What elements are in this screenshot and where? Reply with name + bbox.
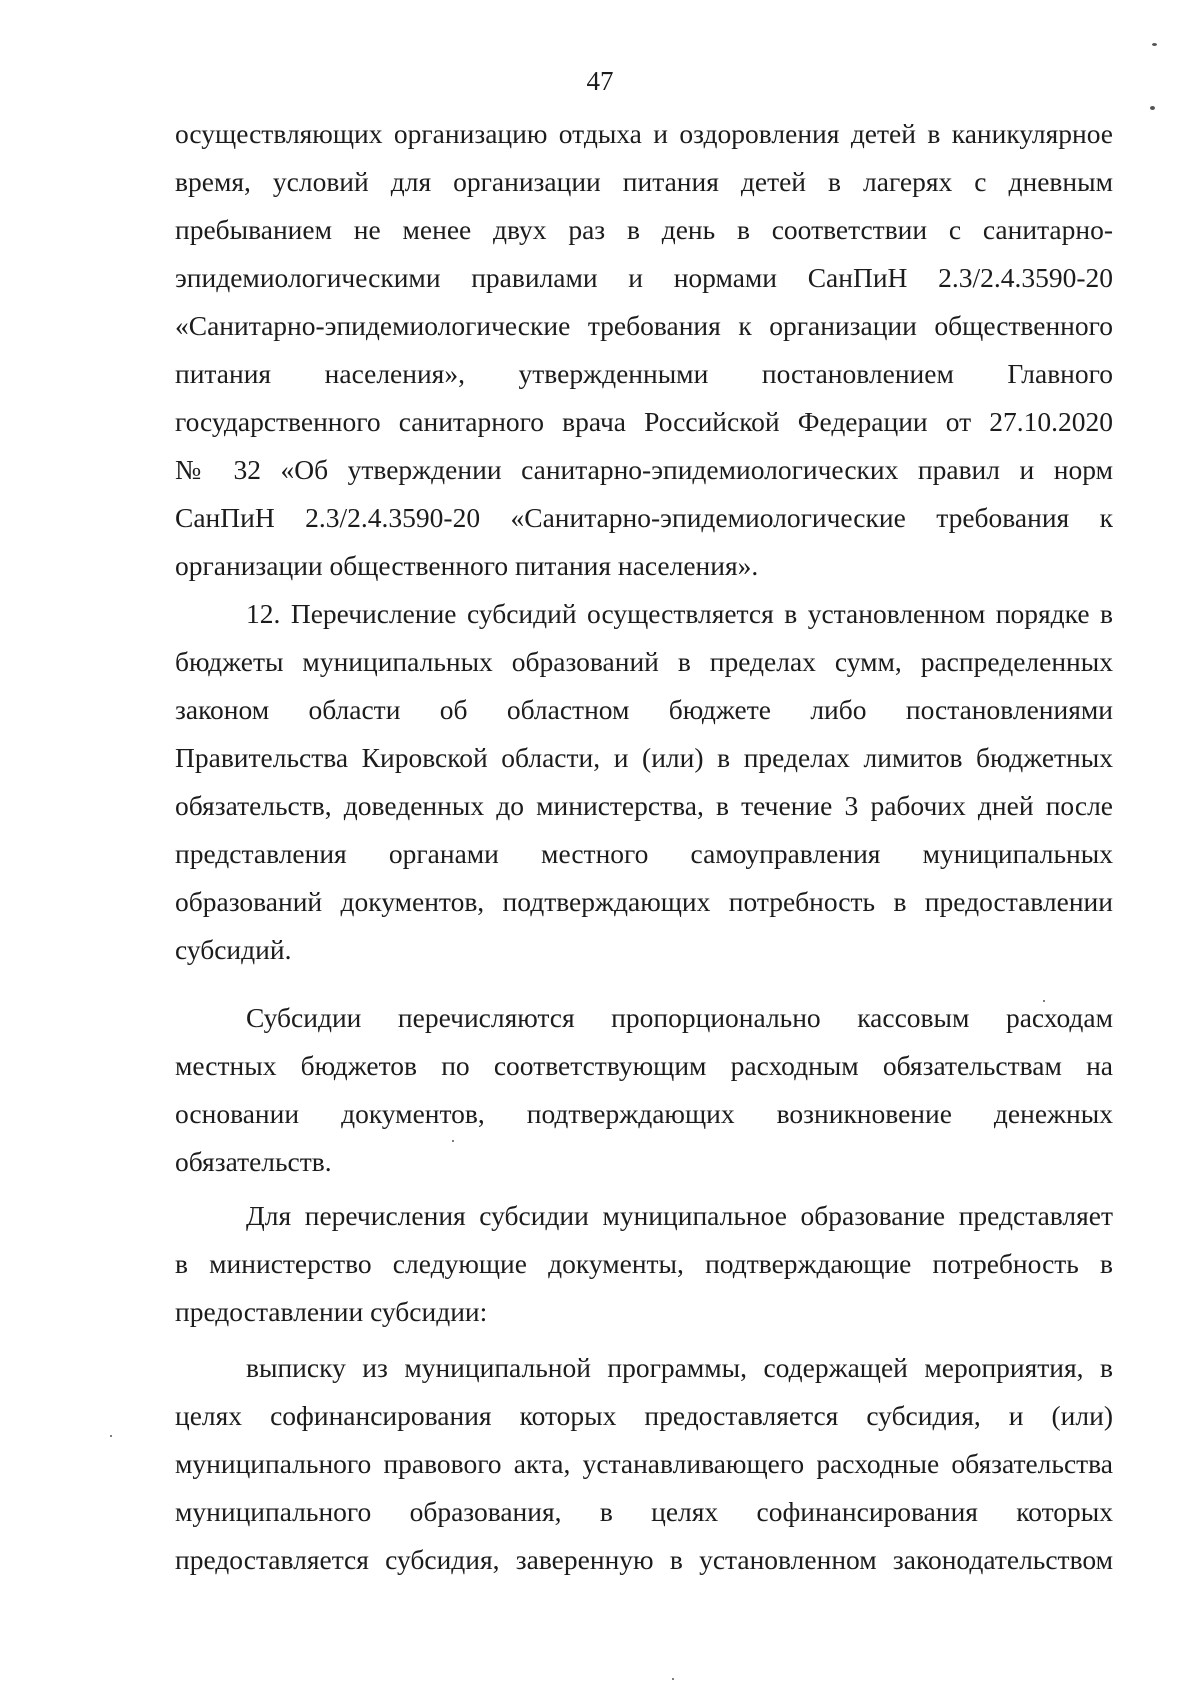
scan-speck (452, 1140, 454, 1142)
paragraph-first-line: выписку из муниципальной программы, содержащей мероприятия, в (246, 1352, 1113, 1383)
text-line: предоставлении субсидии: (175, 1296, 488, 1327)
text-line: муниципального образования, в целях софинансирования которых (175, 1496, 1113, 1527)
text-line: муниципального правового акта, устанавливающего расходные обязательства (175, 1448, 1113, 1479)
text-line: СанПиН 2.3/2.4.3590-20 «Санитарно-эпидемиологические требования к (175, 502, 1113, 533)
text-line: представления органами местного самоуправления муниципальных (175, 838, 1113, 869)
text-line: местных бюджетов по соответствующим расходным обязательствам на (175, 1050, 1113, 1081)
scan-speck (672, 1678, 674, 1680)
page-number: 47 (586, 66, 614, 96)
text-line: предоставляется субсидия, заверенную в установленном законодательством (175, 1544, 1113, 1575)
text-line: время, условий для организации питания детей в лагерях с дневным (175, 166, 1113, 197)
scan-speck (1043, 1000, 1045, 1002)
text-line: государственного санитарного врача Российской Федерации от 27.10.2020 (175, 406, 1113, 437)
text-line: обязательств, доведенных до министерства, в течение 3 рабочих дней после (175, 790, 1113, 821)
text-line: законом области об областном бюджете либо постановлениями (175, 694, 1113, 725)
scan-speck (1150, 106, 1155, 110)
paragraph-first-line: Субсидии перечисляются пропорционально кассовым расходам (246, 1002, 1113, 1033)
text-line: эпидемиологическими правилами и нормами СанПиН 2.3/2.4.3590-20 (175, 262, 1113, 293)
text-line: осуществляющих организацию отдыха и оздоровления детей в каникулярное (175, 118, 1113, 149)
text-line: обязательств. (175, 1146, 332, 1177)
text-line: в министерство следующие документы, подтверждающие потребность в (175, 1248, 1113, 1279)
text-line: № 32 «Об утверждении санитарно-эпидемиологических правил и норм (175, 454, 1113, 485)
paragraph-12-first-line: 12. Перечисление субсидий осуществляется в установленном порядке в (246, 598, 1113, 629)
text-line: образований документов, подтверждающих потребность в предоставлении (175, 886, 1113, 917)
text-line: основании документов, подтверждающих возникновение денежных (175, 1098, 1113, 1129)
text-line: пребыванием не менее двух раз в день в соответствии с санитарно- (175, 214, 1113, 245)
scan-speck (110, 1435, 112, 1437)
paragraph-first-line: Для перечисления субсидии муниципальное образование представляет (246, 1200, 1113, 1231)
text-line: субсидий. (175, 934, 292, 965)
text-line: организации общественного питания населения». (175, 550, 759, 581)
text-line: питания населения», утвержденными постановлением Главного (175, 358, 1113, 389)
scan-speck (1152, 43, 1157, 46)
text-line: целях софинансирования которых предоставляется субсидия, и (или) (175, 1400, 1113, 1431)
text-line: Правительства Кировской области, и (или) в пределах лимитов бюджетных (175, 742, 1113, 773)
text-line: бюджеты муниципальных образований в пределах сумм, распределенных (175, 646, 1113, 677)
text-line: «Санитарно-эпидемиологические требования к организации общественного (175, 310, 1113, 341)
